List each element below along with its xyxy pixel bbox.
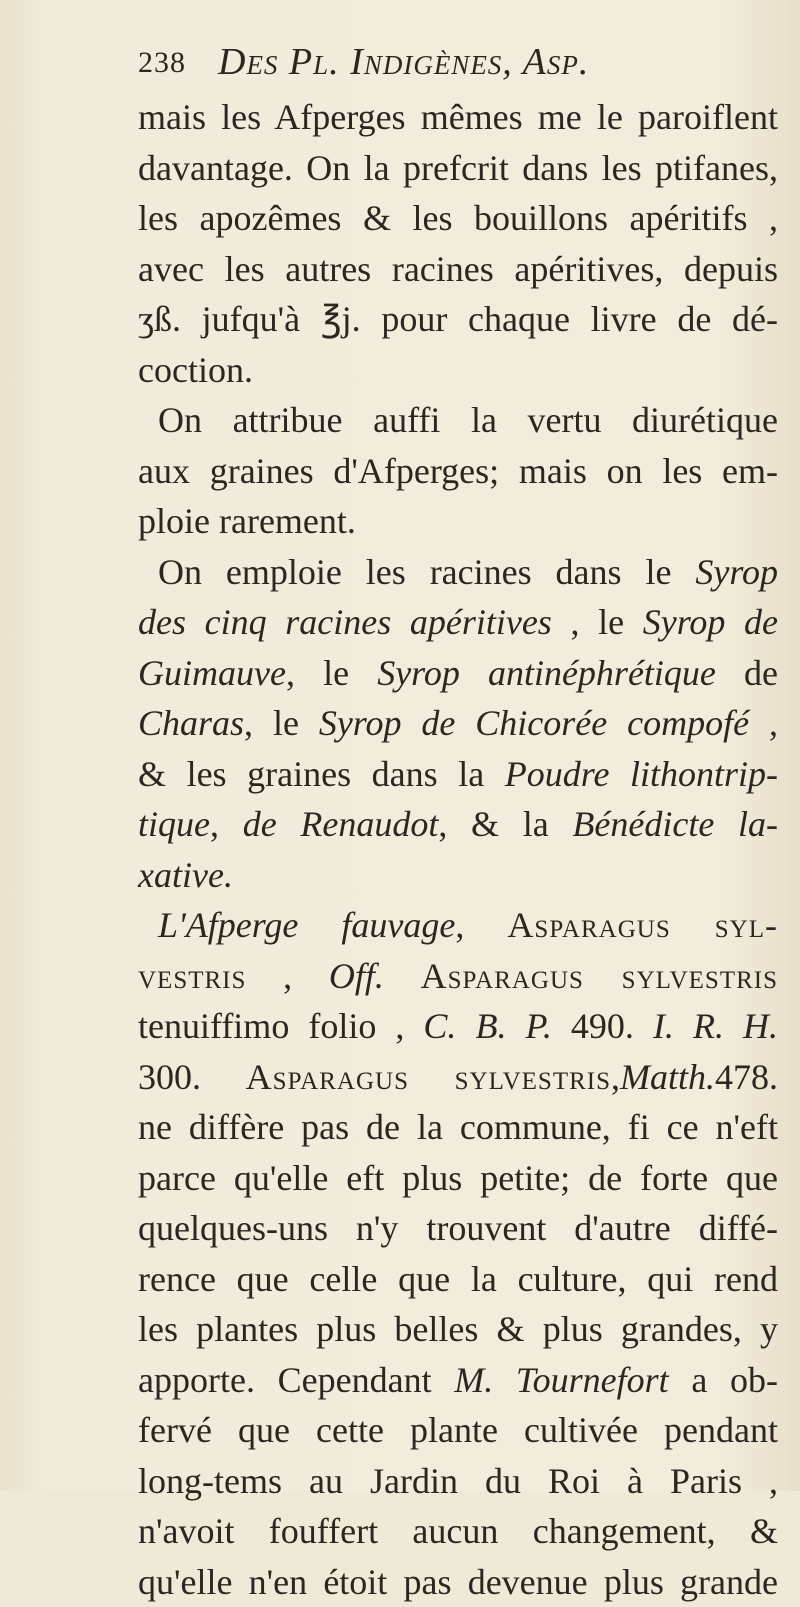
text-segment: , xyxy=(749,703,778,743)
text-segment: , & la xyxy=(438,804,572,844)
text-segment: , xyxy=(246,956,328,996)
text-segment: Syrop antinéphrétique xyxy=(377,653,716,693)
text-line xyxy=(138,496,778,547)
text-segment: Matth. xyxy=(620,1057,715,1097)
text-segment: Off. xyxy=(329,956,384,996)
text-segment: quelques-uns n'y trouvent d'autre diffé- xyxy=(138,1208,778,1248)
text-segment: 478. xyxy=(715,1057,778,1097)
text-line xyxy=(138,1052,778,1103)
text-segment: I. R. H. xyxy=(653,1006,778,1046)
text-line xyxy=(138,1456,778,1507)
text-line xyxy=(138,900,778,951)
running-title: Des Pl. Indigènes, Asp. xyxy=(218,40,589,84)
text-line xyxy=(138,1001,778,1052)
text-segment: , xyxy=(611,1057,620,1097)
body-text xyxy=(138,92,778,1607)
text-segment: & les graines dans la xyxy=(138,754,505,794)
text-line xyxy=(138,1254,778,1305)
text-segment: n'avoit fouffert aucun changement, & xyxy=(138,1511,778,1551)
text-line xyxy=(138,951,778,1002)
text-segment: tique xyxy=(138,804,210,844)
text-segment: Asparagus syl- xyxy=(507,905,778,945)
text-segment: a ob- xyxy=(669,1360,778,1400)
page-number: 238 xyxy=(138,46,186,80)
text-segment: 490. xyxy=(552,1006,653,1046)
text-line xyxy=(138,1557,778,1607)
text-segment: davantage. On la prefcrit dans les ptifanes, xyxy=(138,148,778,188)
text-segment: , xyxy=(210,804,243,844)
text-line xyxy=(138,1355,778,1406)
text-line xyxy=(138,698,778,749)
text-segment: Syrop de Chicorée compofé xyxy=(319,703,749,743)
text-line xyxy=(138,244,778,295)
text-segment: ʒß. jufqu'à ℥j. pour chaque livre de dé- xyxy=(138,299,778,339)
text-segment: Syrop xyxy=(695,552,778,592)
text-segment: Asparagus sylvestris xyxy=(421,956,778,996)
text-segment: qu'elle n'en étoit pas devenue plus grande xyxy=(138,1562,778,1602)
text-line xyxy=(138,1153,778,1204)
text-segment: On attribue auffi la vertu diurétique xyxy=(158,400,778,440)
text-segment: avec les autres racines apéritives, depuis xyxy=(138,249,778,289)
text-segment: 300. xyxy=(138,1057,246,1097)
text-segment: ploie rarement. xyxy=(138,501,356,541)
text-line xyxy=(138,92,778,143)
text-segment: mais les Afperges mêmes me le paroiflent xyxy=(138,97,778,137)
text-segment: , le xyxy=(286,653,377,693)
text-line xyxy=(138,1405,778,1456)
text-segment: ne diffère pas de la commune, fi ce n'eft xyxy=(138,1107,778,1147)
text-segment: , le xyxy=(244,703,319,743)
text-line xyxy=(138,648,778,699)
text-line xyxy=(138,345,778,396)
text-segment: de Renaudot xyxy=(243,804,439,844)
text-segment: coction. xyxy=(138,350,253,390)
text-line xyxy=(138,1102,778,1153)
text-line xyxy=(138,1506,778,1557)
text-segment: rence que celle que la culture, qui rend xyxy=(138,1259,778,1299)
text-line xyxy=(138,749,778,800)
text-segment: Bénédicte la- xyxy=(572,804,778,844)
text-segment: Poudre lithontrip- xyxy=(505,754,778,794)
text-segment: L'Afperge fauvage xyxy=(158,905,455,945)
text-segment: M. Tournefort xyxy=(454,1360,668,1400)
text-segment: aux graines d'Afperges; mais on les em- xyxy=(138,451,778,491)
text-segment: les plantes plus belles & plus grandes, y xyxy=(138,1309,778,1349)
text-segment: vestris xyxy=(138,956,246,996)
text-line xyxy=(138,799,778,850)
text-segment: apporte. Cependant xyxy=(138,1360,454,1400)
page-header xyxy=(138,40,778,92)
text-segment: des cinq racines apéritives xyxy=(138,602,552,642)
text-line xyxy=(138,850,778,901)
text-segment: Asparagus sylvestris xyxy=(246,1057,611,1097)
text-line xyxy=(138,143,778,194)
text-line xyxy=(138,193,778,244)
text-segment: xative. xyxy=(138,855,233,895)
text-line xyxy=(138,547,778,598)
text-segment: Guimauve xyxy=(138,653,286,693)
text-segment: les apozêmes & les bouillons apéritifs , xyxy=(138,198,778,238)
text-line xyxy=(138,395,778,446)
text-segment: fervé que cette plante cultivée pendant xyxy=(138,1410,778,1450)
text-segment: On emploie les racines dans le xyxy=(158,552,695,592)
text-segment: Syrop de xyxy=(643,602,778,642)
text-line xyxy=(138,597,778,648)
text-segment: , xyxy=(455,905,507,945)
text-segment: long-tems au Jardin du Roi à Paris , xyxy=(138,1461,778,1501)
text-line xyxy=(138,1203,778,1254)
text-line xyxy=(138,294,778,345)
text-segment: de xyxy=(716,653,778,693)
text-line xyxy=(138,446,778,497)
text-segment xyxy=(384,956,421,996)
text-segment: tenuiffimo folio , xyxy=(138,1006,423,1046)
text-line xyxy=(138,1304,778,1355)
text-segment: Charas xyxy=(138,703,244,743)
text-segment: C. B. P. xyxy=(423,1006,551,1046)
text-segment: , le xyxy=(552,602,643,642)
text-segment: parce qu'elle eft plus petite; de forte que xyxy=(138,1158,778,1198)
